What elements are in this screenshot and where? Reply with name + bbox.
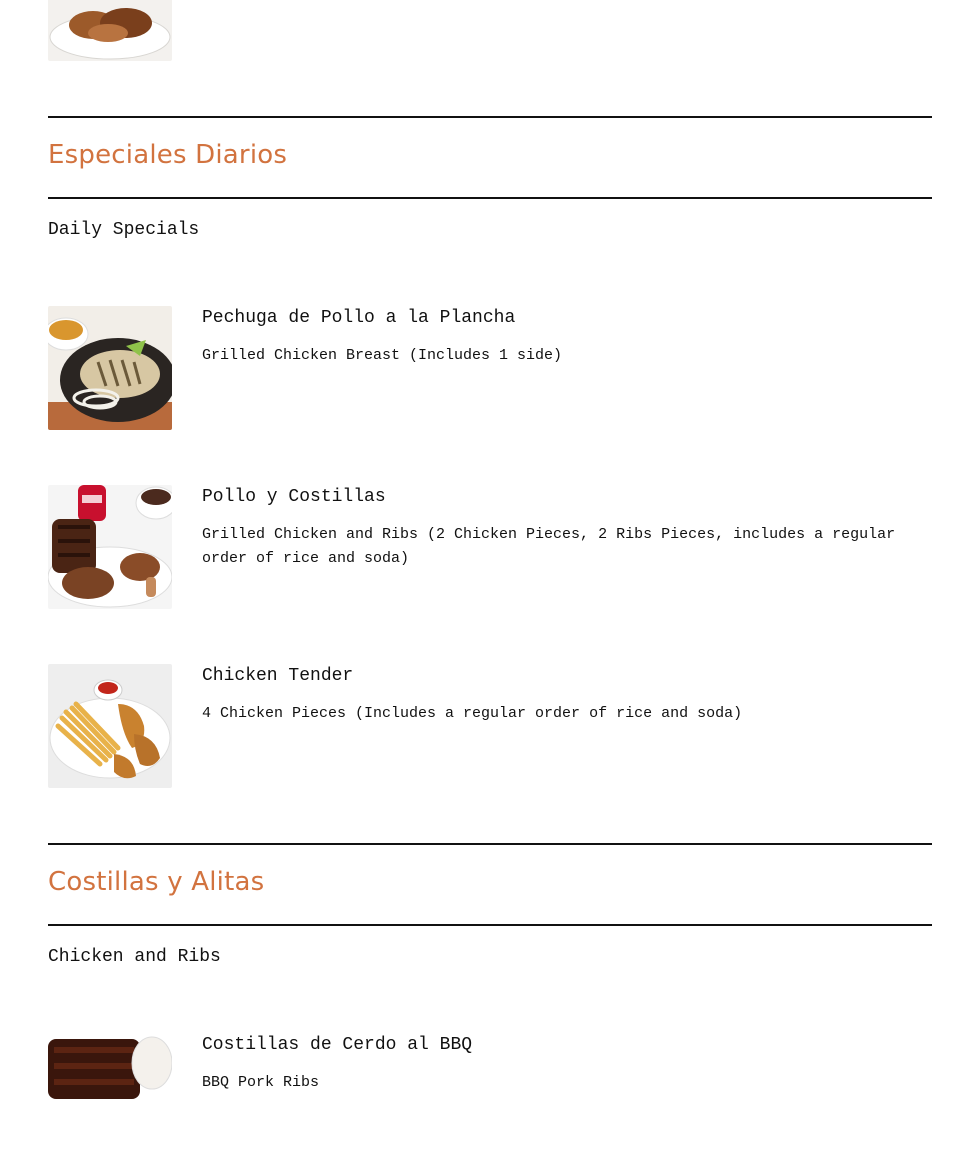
menu-item-image[interactable] (48, 485, 172, 609)
previous-item-image[interactable] (48, 0, 172, 61)
menu-item-description: Grilled Chicken and Ribs (2 Chicken Pieces, 2 Ribs Pieces, includes a regular order of rice and soda) (202, 526, 896, 567)
menu-item-image[interactable] (48, 306, 172, 430)
menu-item-image[interactable] (48, 1033, 172, 1157)
menu-item-title[interactable]: Pollo y Costillas (202, 487, 386, 507)
grilled-chicken-plate-icon (48, 0, 172, 61)
chicken-and-ribs-photo-icon (48, 485, 172, 609)
chicken-tender-photo-icon (48, 664, 172, 788)
menu-item-image[interactable] (48, 664, 172, 788)
section-bottom-divider (48, 924, 932, 926)
menu-item-description: Grilled Chicken Breast (Includes 1 side) (202, 347, 563, 364)
section-title: Especiales Diarios (48, 140, 288, 170)
section-title: Costillas y Alitas (48, 867, 265, 897)
section-top-divider (48, 116, 932, 118)
menu-item-title[interactable]: Pechuga de Pollo a la Plancha (202, 308, 516, 328)
section-top-divider (48, 843, 932, 845)
menu-item-description: BBQ Pork Ribs (202, 1074, 320, 1091)
menu-item-description: 4 Chicken Pieces (Includes a regular order of rice and soda) (202, 705, 743, 722)
section-subtitle: Chicken and Ribs (48, 947, 221, 967)
grilled-chicken-breast-photo-icon (48, 306, 172, 430)
section-bottom-divider (48, 197, 932, 199)
bbq-pork-ribs-photo-icon (48, 1033, 172, 1157)
menu-item-title[interactable]: Costillas de Cerdo al BBQ (202, 1035, 473, 1055)
section-subtitle: Daily Specials (48, 220, 200, 240)
menu-item-title[interactable]: Chicken Tender (202, 666, 354, 686)
